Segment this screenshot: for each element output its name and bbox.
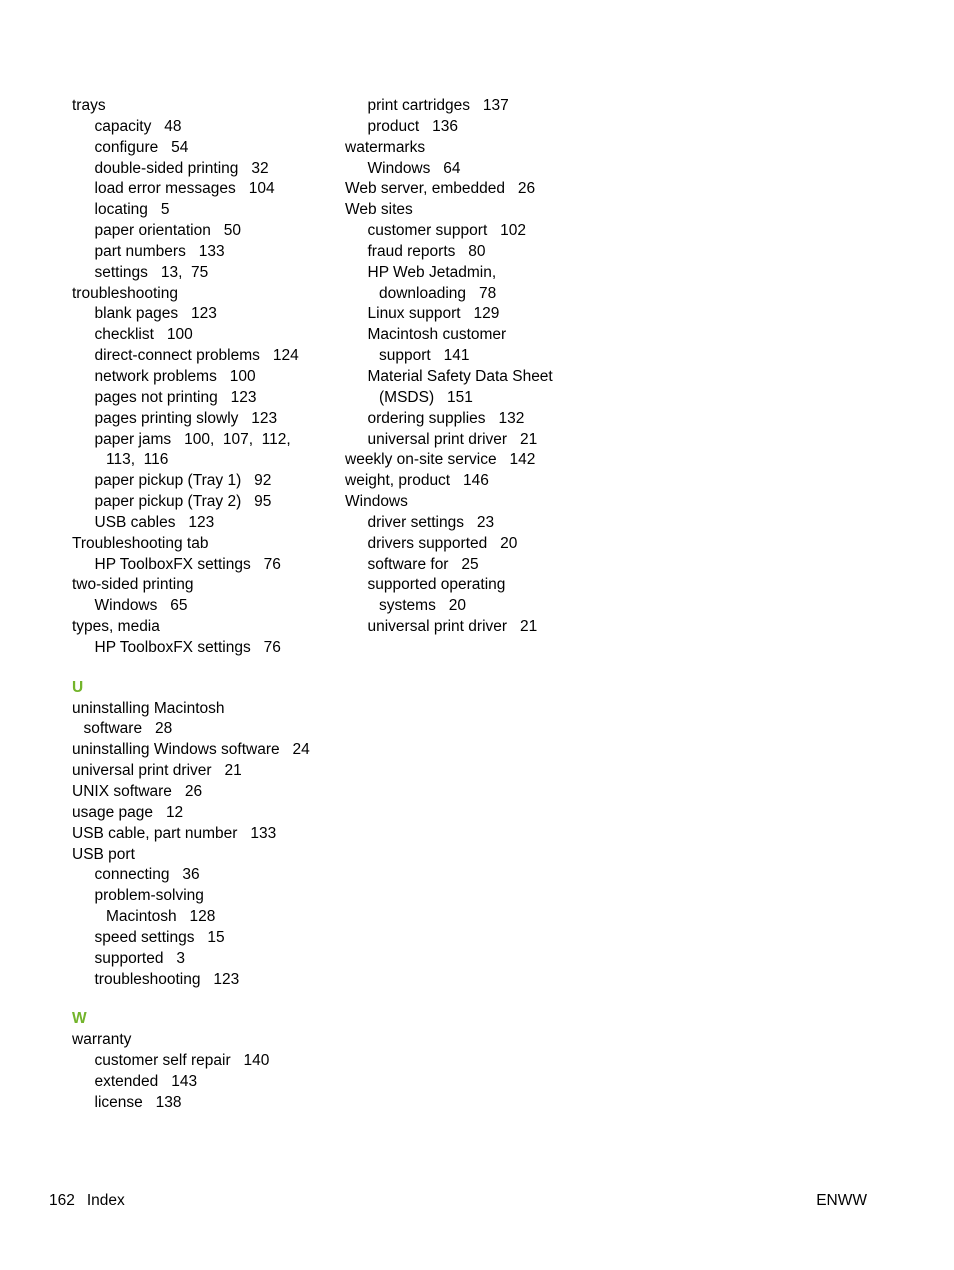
index-subentry: pages printing slowly 123 — [94, 409, 278, 427]
index-column-left — [72, 96, 332, 1114]
index-subentry: universal print driver 21 — [367, 430, 538, 448]
index-subentry: connecting 36 — [94, 866, 200, 884]
index-subentry: HP ToolboxFX settings 76 — [94, 638, 281, 656]
index-entry-continuation: systems 20 — [379, 597, 466, 615]
index-subentry: Material Safety Data Sheet — [367, 367, 553, 385]
index-entry: weekly on-site service 142 — [345, 451, 536, 469]
index-subentry: HP Web Jetadmin, — [367, 263, 497, 281]
index-subentry: universal print driver 21 — [367, 618, 538, 636]
index-entry: types, media — [72, 618, 160, 636]
index-entry: Troubleshooting tab — [72, 534, 209, 552]
index-subentry: paper jams 100, 107, 112, — [94, 430, 291, 448]
section-spacer — [72, 990, 332, 1009]
index-letter-heading: U — [72, 678, 84, 696]
index-entry: weight, product 146 — [345, 472, 489, 490]
index-subentry: load error messages 104 — [94, 180, 275, 198]
index-entry: trays — [72, 97, 106, 114]
index-subentry: checklist 100 — [94, 326, 193, 344]
index-entry: uninstalling Windows software 24 — [72, 741, 310, 759]
page-number: 162 — [49, 1192, 75, 1209]
index-subentry: supported 3 — [94, 949, 185, 967]
index-subentry: speed settings 15 — [94, 928, 225, 946]
index-subentry: HP ToolboxFX settings 76 — [94, 555, 281, 573]
index-entry: warranty — [72, 1031, 132, 1049]
index-subentry: license 138 — [94, 1093, 182, 1111]
index-subentry: configure 54 — [94, 138, 189, 156]
index-subentry: paper orientation 50 — [94, 222, 241, 240]
index-subentry: paper pickup (Tray 2) 95 — [94, 493, 272, 511]
index-subentry: capacity 48 — [94, 117, 182, 135]
index-subentry: supported operating — [367, 576, 506, 594]
index-subentry: pages not printing 123 — [94, 388, 257, 406]
index-subentry: problem-solving — [94, 887, 204, 905]
index-entry-continuation: (MSDS) 151 — [379, 388, 473, 406]
index-subentry: locating 5 — [94, 201, 170, 219]
index-subentry: print cartridges 137 — [367, 97, 509, 114]
index-entry-continuation: Macintosh 128 — [106, 908, 216, 926]
index-subentry: Windows 65 — [94, 597, 188, 615]
index-subentry: Linux support 129 — [367, 305, 500, 323]
index-subentry: fraud reports 80 — [367, 242, 486, 260]
index-entry: two-sided printing — [72, 576, 194, 594]
index-subentry: product 136 — [367, 117, 458, 135]
index-subentry: blank pages 123 — [94, 305, 217, 323]
section-name: Index — [86, 1192, 125, 1209]
section-spacer — [72, 659, 332, 678]
index-subentry: ordering supplies 132 — [367, 409, 525, 427]
index-entry: USB cable, part number 133 — [72, 824, 277, 842]
index-entry: Web server, embedded 26 — [345, 180, 536, 198]
index-entry: troubleshooting — [72, 284, 178, 302]
index-entry: Windows — [345, 493, 408, 511]
index-subentry: direct-connect problems 124 — [94, 347, 299, 365]
index-subentry: Windows 64 — [367, 159, 461, 177]
index-subentry: part numbers 133 — [94, 242, 225, 260]
index-entry: USB port — [72, 845, 135, 863]
index-column-right — [345, 96, 605, 638]
index-subentry: USB cables 123 — [94, 513, 215, 531]
index-entry: watermarks — [345, 138, 426, 156]
index-subentry: drivers supported 20 — [367, 534, 518, 552]
index-letter-heading: W — [72, 1010, 87, 1028]
index-subentry: customer self repair 140 — [94, 1052, 270, 1070]
index-subentry: settings 13, 75 — [94, 263, 209, 281]
index-entry-continuation: downloading 78 — [379, 284, 497, 302]
index-subentry: double-sided printing 32 — [94, 159, 269, 177]
index-subentry: extended 143 — [94, 1072, 198, 1090]
index-subentry: troubleshooting 123 — [94, 970, 240, 988]
index-entry-continuation: software 28 — [83, 720, 173, 738]
footer-left — [49, 1191, 125, 1211]
index-entry: UNIX software 26 — [72, 783, 203, 800]
index-subentry: driver settings 23 — [367, 513, 495, 531]
index-entry: Web sites — [345, 201, 413, 219]
index-subentry: network problems 100 — [94, 367, 256, 385]
index-subentry: paper pickup (Tray 1) 92 — [94, 472, 272, 490]
index-entry-continuation: support 141 — [379, 347, 470, 365]
index-entry: universal print driver 21 — [72, 762, 242, 780]
index-entry-continuation: 113, 116 — [106, 451, 169, 469]
index-entry: usage page 12 — [72, 803, 184, 821]
index-entry: uninstalling Macintosh — [72, 699, 225, 717]
footer-right: ENWW — [816, 1192, 867, 1209]
index-subentry: software for 25 — [367, 555, 479, 573]
index-subentry: customer support 102 — [367, 222, 527, 240]
index-subentry: Macintosh customer — [367, 326, 507, 344]
